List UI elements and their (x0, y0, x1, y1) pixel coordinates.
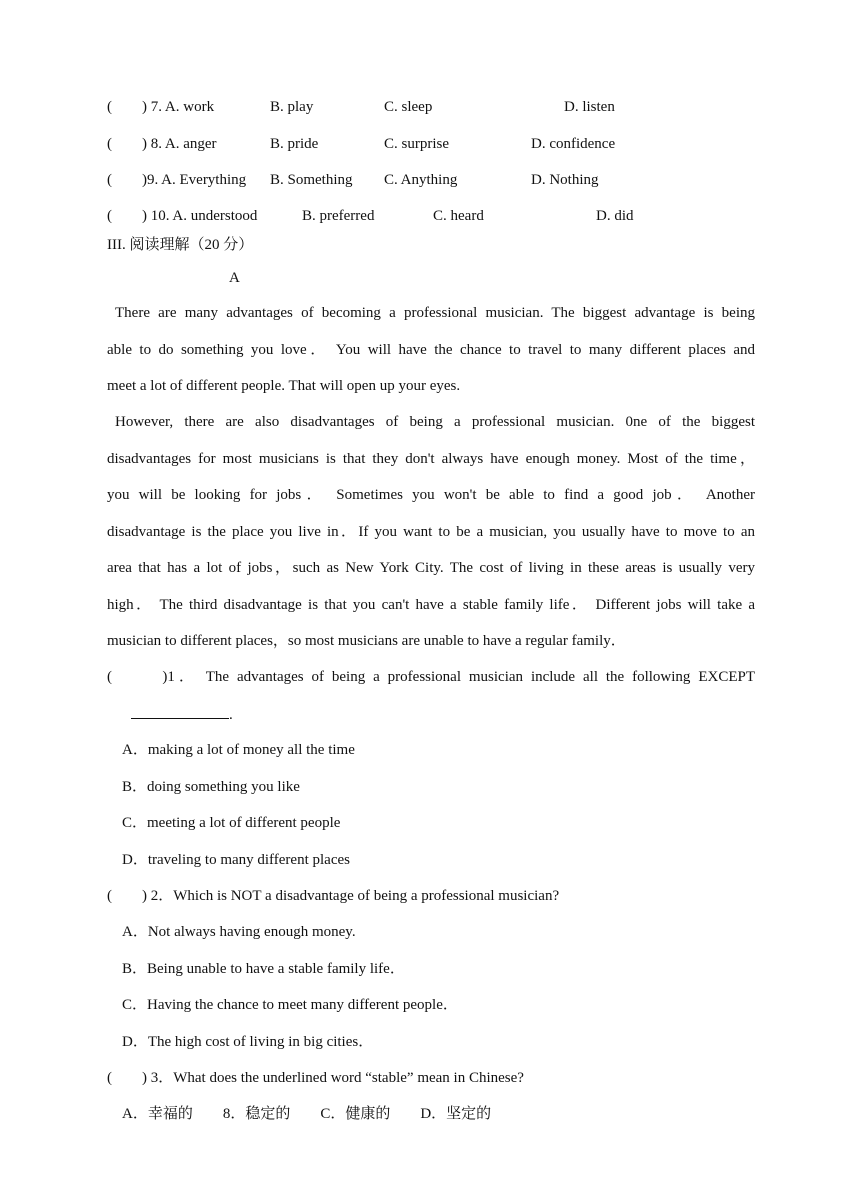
option-b: B．doing something you like (122, 779, 300, 795)
option-c: C. heard (433, 208, 484, 224)
option-c: C．meeting a lot of different people (122, 815, 341, 831)
question-number: ( ) 7. A. work (107, 99, 215, 115)
answer-blank-line (131, 704, 233, 725)
option-d: D. did (596, 208, 634, 224)
option-b: B. preferred (302, 208, 375, 224)
option-b: B. play (270, 99, 314, 115)
passage-line: area that has a lot of jobs，such as New York City. The cost of living in these areas is usually very (107, 560, 755, 576)
option-c: C．Having the chance to meet many different people． (122, 997, 458, 1013)
question-2-stem: ( ) 2．Which is NOT a disadvantage of being a professional musician? (107, 888, 560, 904)
option-d: D. listen (564, 99, 615, 115)
option-d: D. confidence (531, 136, 616, 152)
passage-line: meet a lot of different people. That will open up your eyes. (107, 378, 461, 394)
option-b: B. Something (270, 172, 353, 188)
question-3-stem: ( ) 3．What does the underlined word “stable” mean in Chinese? (107, 1070, 524, 1086)
passage-line: musician to different places，so most musicians are unable to have a regular family． (107, 633, 626, 649)
option-b: B．Being unable to have a stable family life． (122, 961, 405, 977)
question-number: ( ) 10. A. understood (107, 208, 258, 224)
question-1 (107, 659, 755, 696)
blank-period: . (229, 707, 233, 723)
passage-paragraph-1 (107, 295, 755, 405)
option-a: A．making a lot of money all the time (122, 742, 355, 758)
question-number: ( ) 8. A. anger (107, 136, 217, 152)
question-number: ( )9. A. Everything (107, 172, 247, 188)
answer-blank (131, 704, 229, 719)
option-c: C. sleep (384, 99, 433, 115)
option-d: D. Nothing (531, 172, 599, 188)
passage-line: able to do something you love． You will have the chance to travel to many different places and (107, 341, 755, 358)
passage-label: A (229, 270, 240, 286)
passage-line: disadvantages for most musicians is that they don't always have enough money. Most of the time， (107, 450, 755, 467)
passage-line: There are many advantages of becoming a professional musician. The biggest advantage is being (115, 305, 755, 321)
option-b: B. pride (270, 136, 319, 152)
passage-line: disadvantage is the place you live in．If you want to be a musician, you usually have to move to an (107, 523, 755, 540)
question-stem: ( )1． The advantages of being a professional musician include all the following EXCEPT (107, 669, 755, 685)
passage-paragraph-2 (107, 404, 755, 660)
option-c: C. surprise (384, 136, 449, 152)
passage-line: high． The third disadvantage is that you can't have a stable family life． Different jobs will take a (107, 596, 755, 613)
option-c: C. Anything (384, 172, 458, 188)
passage-line: you will be looking for jobs． Sometimes you won't be able to find a good job． Another (107, 487, 755, 503)
passage-line: However, there are also disadvantages of being a professional musician. 0ne of the biggest (115, 414, 755, 430)
option-a: A．Not always having enough money. (122, 924, 356, 940)
option-d: D．The high cost of living in big cities． (122, 1034, 374, 1050)
section-title: III. 阅读理解（20 分） (107, 237, 254, 253)
option-d: D．traveling to many different places (122, 852, 350, 868)
question-3-options: A．幸福的 8．稳定的 C．健康的 D．坚定的 (122, 1106, 492, 1122)
